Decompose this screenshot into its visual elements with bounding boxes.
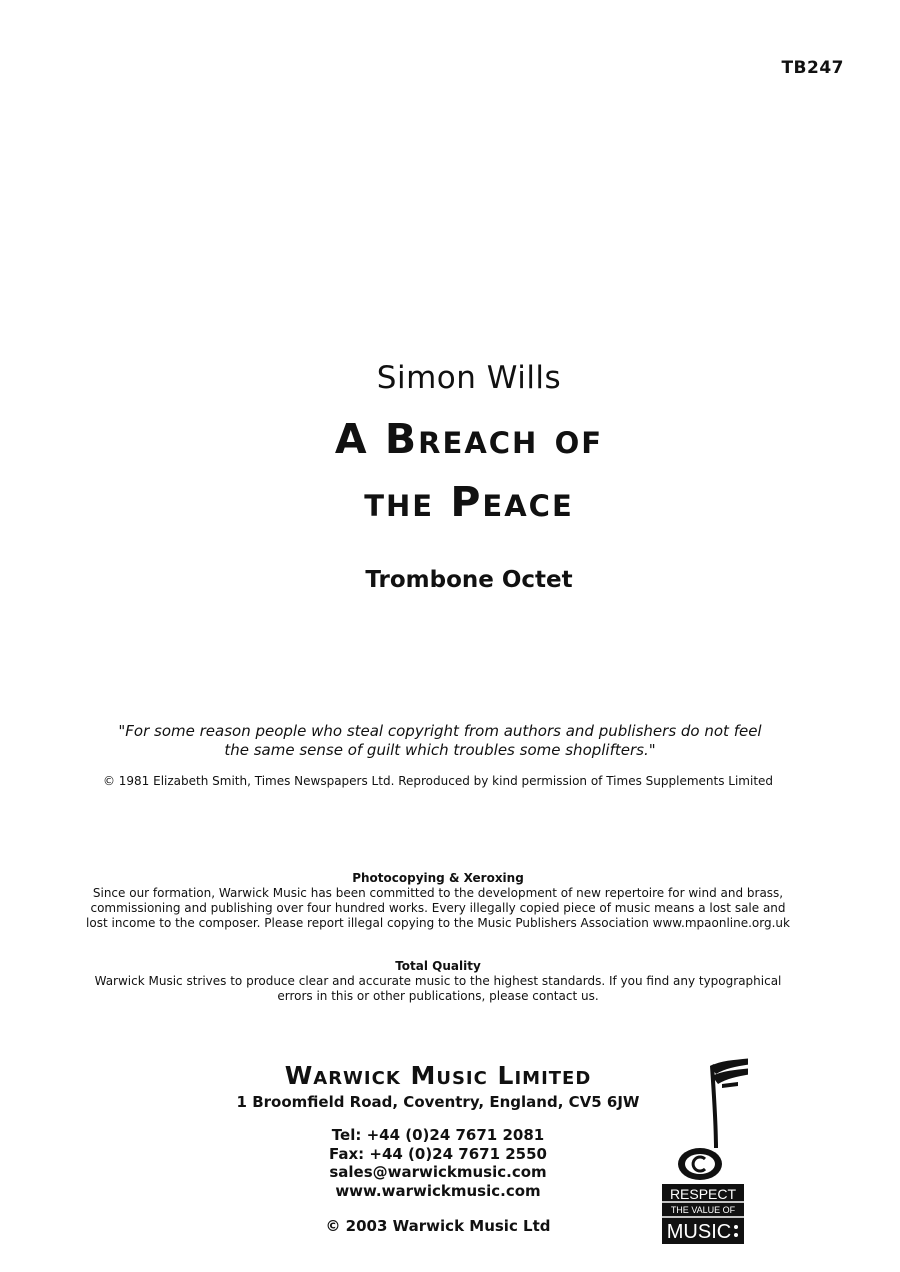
quote-line-2: the same sense of guilt which troubles some shoplifters." — [224, 741, 656, 759]
photocopying-heading: Photocopying & Xeroxing — [352, 871, 524, 885]
work-title-line-1: A Breach of — [334, 415, 604, 463]
logo-text-value-of: THE VALUE OF — [670, 1205, 736, 1215]
quality-heading: Total Quality — [395, 959, 481, 973]
quality-line-1: Warwick Music strives to produce clear and accurate music to the highest standards. If you find any typographical — [94, 974, 782, 988]
publisher-email: sales@warwickmusic.com — [329, 1163, 547, 1181]
publisher-copyright: © 2003 Warwick Music Ltd — [325, 1217, 551, 1235]
copyright-quote — [0, 722, 880, 760]
publisher-address: 1 Broomfield Road, Coventry, England, CV5 6JW — [236, 1093, 640, 1111]
publisher-contact — [200, 1126, 676, 1200]
photocopying-line-1: Since our formation, Warwick Music has been committed to the development of new repertoire for wind and brass, — [92, 886, 784, 900]
logo-text-music: MUSIC — [666, 1221, 732, 1243]
quote-credit: © 1981 Elizabeth Smith, Times Newspapers Ltd. Reproduced by kind permission of Times Supplements Limited — [102, 774, 774, 788]
work-title — [0, 408, 900, 534]
music-note-copyright-icon — [660, 1056, 748, 1246]
work-title-line-2: the Peace — [364, 478, 574, 526]
quality-line-2: errors in this or other publications, please contact us. — [277, 989, 599, 1003]
publisher-tel: Tel: +44 (0)24 7671 2081 — [331, 1126, 545, 1144]
photocopying-line-3: lost income to the composer. Please report illegal copying to the Music Publishers Association www.mpaonline.org.uk — [86, 916, 790, 930]
logo-text-respect: RESPECT — [669, 1186, 737, 1202]
publisher-block — [200, 1060, 676, 1235]
quality-notice — [60, 959, 816, 1004]
publisher-fax: Fax: +44 (0)24 7671 2550 — [328, 1144, 547, 1163]
publisher-website: www.warwickmusic.com — [335, 1181, 541, 1200]
respect-music-logo — [660, 1056, 748, 1246]
photocopying-notice — [60, 871, 816, 931]
publisher-name: Warwick Music Limited — [284, 1061, 592, 1090]
catalog-number: TB247 — [781, 58, 844, 78]
photocopying-line-2: commissioning and publishing over four hundred works. Every illegally copied piece of music means a lost sale and — [90, 901, 786, 915]
quote-line-1: "For some reason people who steal copyright from authors and publishers do not feel — [118, 722, 762, 740]
instrumentation-subtitle: Trombone Octet — [365, 567, 573, 593]
composer-name: Simon Wills — [376, 360, 562, 396]
